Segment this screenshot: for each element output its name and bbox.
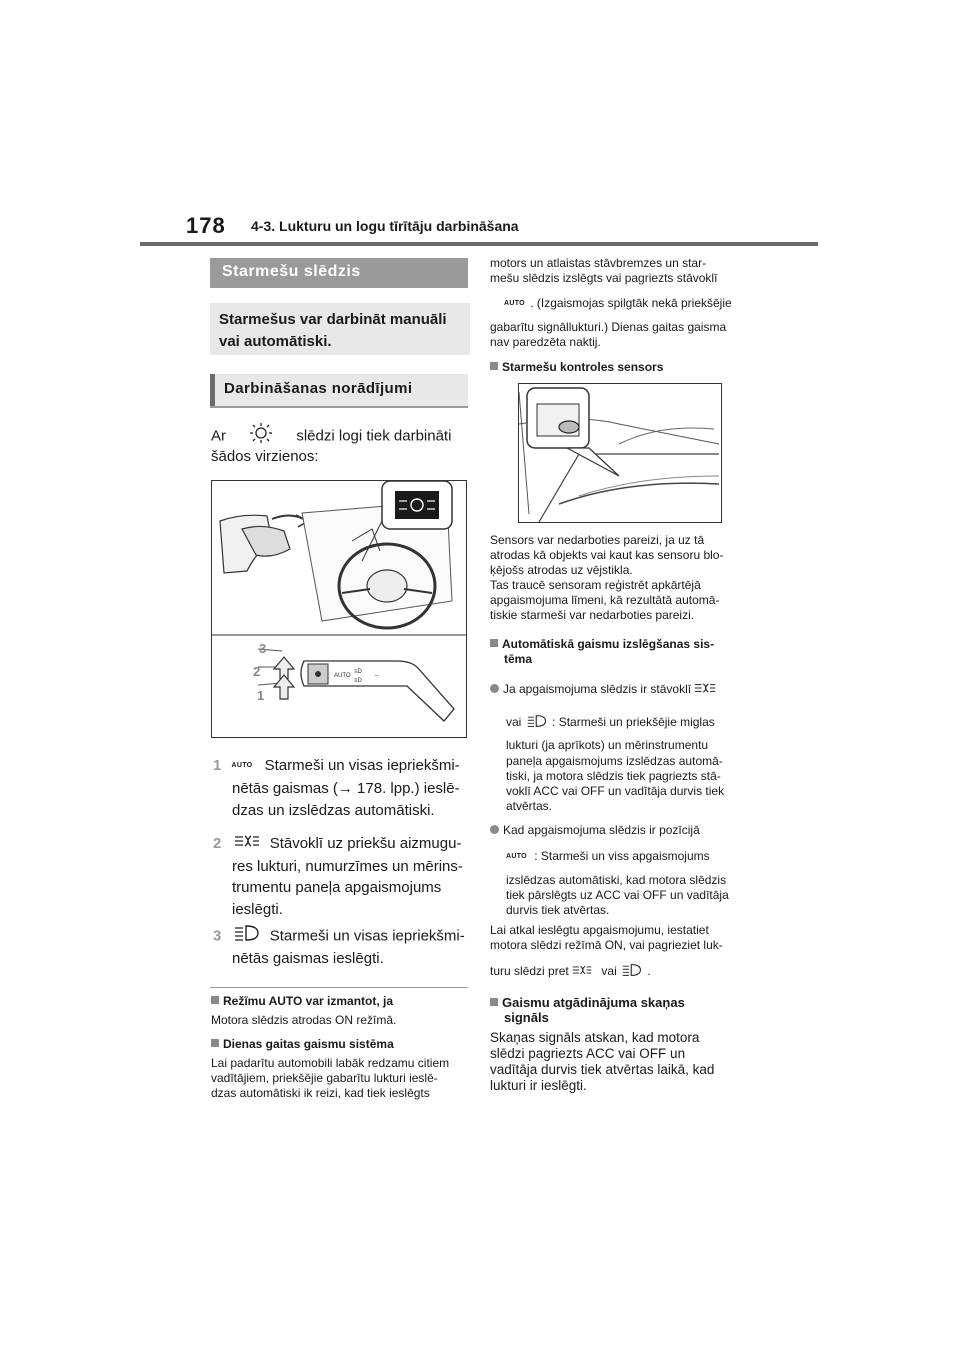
square-bullet-icon <box>490 639 498 647</box>
p1-line5: nav paredzēta naktij. <box>490 335 601 349</box>
note2-line1: Lai padarītu automobili labāk redzamu citiem <box>211 1056 450 1070</box>
svg-text:≡D: ≡D <box>354 678 362 684</box>
op-text-line2: šādos virzienos: <box>211 448 319 465</box>
sensor-line4: Tas traucē sensoram reģistrēt apkārtējā <box>490 578 701 592</box>
relight-line1: Lai atkal ieslēgtu apgaismojumu, iestatiet <box>490 923 709 937</box>
headlight-icon <box>527 714 547 732</box>
notes-divider <box>210 987 468 988</box>
auto-off-title-line1: Automātiskā gaismu izslēgšanas sis- <box>490 637 714 651</box>
reminder-line1: Skaņas signāls atskan, kad motora <box>490 1030 700 1045</box>
sensor-figure <box>518 383 722 523</box>
bullet2-line2: AUTO : Starmeši un viss apgaismojums <box>506 849 710 863</box>
position-light-icon <box>694 682 716 698</box>
round-bullet-icon <box>490 825 499 834</box>
round-bullet-icon <box>490 684 499 693</box>
operation-title-bar <box>210 374 468 406</box>
headlight-icon <box>622 963 642 981</box>
note1-text: Motora slēdzis atrodas ON režīmā. <box>211 1013 397 1027</box>
bullet1-line6: voklī ACC vai OFF un vadītāja durvis tiek <box>506 784 725 798</box>
item-1-line3: dzas un izslēdzas automātiski. <box>232 802 435 819</box>
intro-box <box>210 303 470 355</box>
bullet2-line4: tiek pārslēgts uz ACC vai OFF un vadītāja <box>506 888 729 902</box>
sensor-line3: ķējošs atrodas uz vējstikla. <box>490 563 633 577</box>
headlight-switch-figure <box>211 480 467 738</box>
relight-line2: motora slēdzi režīmā ON, vai pagrieziet luk- <box>490 938 723 952</box>
bullet1-line3: lukturi (ja aprīkots) un mērinstrumentu <box>506 738 709 752</box>
item-1-line1: 1 AUTO Starmeši un visas iepriekšmi- <box>213 755 460 777</box>
p1-line2: mešu slēdzis izslēgts vai pagriezts stāvoklī <box>490 271 718 285</box>
auto-icon: AUTO <box>231 762 253 770</box>
figure-label-2: 2 <box>253 664 261 679</box>
bullet2-line3: izslēdzas automātiski, kad motora slēdzis <box>506 873 727 887</box>
relight-line3: turu slēdzi pret vai . <box>490 963 651 981</box>
section-title: Starmešu slēdzis <box>222 263 361 280</box>
item-1-line2: nētās gaismas (→ 178. lpp.) ieslē- <box>232 780 460 797</box>
p1-line1: motors un atlaistas stāvbremzes un star- <box>490 256 707 270</box>
reminder-title-line2: signāls <box>504 1010 549 1025</box>
sensor-title: Starmešu kontroles sensors <box>490 360 663 374</box>
reminder-line3: vadītāja durvis tiek atvērtas laikā, kad <box>490 1062 715 1077</box>
p1-line4: gabarītu signāllukturi.) Dienas gaitas gaisma <box>490 320 727 334</box>
note2-title: Dienas gaitas gaismu sistēma <box>211 1037 394 1051</box>
p1-line3: AUTO . (Izgaismojas spilgtāk nekā priekšējie <box>504 296 732 310</box>
svg-text:AUTO: AUTO <box>334 673 351 679</box>
sensor-line1: Sensors var nedarboties pareizi, ja uz tā <box>490 533 705 547</box>
item-2-line2: res lukturi, numurzīmes un mērins- <box>232 858 463 875</box>
item-2-line4: ieslēgti. <box>232 901 283 918</box>
square-bullet-icon <box>211 1039 219 1047</box>
bullet2-line1: Kad apgaismojuma slēdzis ir pozīcijā <box>490 823 700 838</box>
note2-line3: dzas automātiski ik reizi, kad tiek ieslēgts <box>211 1086 430 1100</box>
bullet1-line7: atvērtas. <box>506 799 553 813</box>
figure-label-3: 3 <box>259 641 267 656</box>
bullet1-line1: Ja apgaismojuma slēdzis ir stāvoklī <box>490 682 716 698</box>
op-text-line1: Ar slēdzi logi tiek darbināti <box>211 422 451 451</box>
header-rule <box>140 242 818 246</box>
bullet1-line5: tiski, ja motora slēdzis tiek pagriezts stā- <box>506 769 721 783</box>
sensor-line2: atrodas kā objekts vai kaut kas sensoru blo- <box>490 548 724 562</box>
auto-off-title-line2: tēma <box>504 652 533 666</box>
sensor-line6: tiskie starmeši var nedarboties pareizi. <box>490 608 695 622</box>
item-2-line3: trumentu paneļa apgaismojums <box>232 879 442 896</box>
sensor-line5: apgaismojuma līmeni, kā rezultātā automā- <box>490 593 720 607</box>
square-bullet-icon <box>490 998 498 1006</box>
operation-title-rule <box>210 406 468 408</box>
item-3-line1: 3 Starmeši un visas iepriekšmi- <box>213 925 465 948</box>
bullet1-line4: paneļa apgaismojums izslēdzas automā- <box>506 754 723 768</box>
figure-label-1: 1 <box>257 688 265 703</box>
operation-title: Darbināšanas norādījumi <box>224 380 413 397</box>
svg-text:≡D: ≡D <box>354 669 362 675</box>
note1-title: Režīmu AUTO var izmantot, ja <box>211 994 393 1008</box>
position-light-icon <box>234 833 260 855</box>
item-2-line1: 2 Stāvoklī uz priekšu aizmugu- <box>213 833 461 855</box>
bullet2-line5: durvis tiek atvērtas. <box>506 903 610 917</box>
note2-line2: vadītājiem, priekšējie gabarītu lukturi ieslē- <box>211 1071 438 1085</box>
intro-text: Starmešus var darbināt manuāli vai automātiski. <box>219 311 447 350</box>
auto-icon: AUTO <box>504 300 525 308</box>
svg-text:⇔: ⇔ <box>374 673 380 679</box>
item-3-line2: nētās gaismas ieslēgti. <box>232 950 384 967</box>
auto-icon: AUTO <box>506 853 527 861</box>
section-title-bar <box>210 258 468 288</box>
bullet1-line2: vai : Starmeši un priekšējie miglas <box>506 714 715 732</box>
reminder-line2: slēdzi pagriezts ACC vai OFF un <box>490 1046 686 1061</box>
headlight-icon <box>234 925 260 948</box>
reminder-line4: lukturi ir ieslēgti. <box>490 1078 587 1093</box>
square-bullet-icon <box>211 996 219 1004</box>
position-light-icon <box>572 964 592 980</box>
reminder-title-line1: Gaismu atgādinājuma skaņas <box>490 995 685 1010</box>
chapter-title: 4-3. Lukturu un logu tīrītāju darbināšana <box>251 218 519 234</box>
page-number: 178 <box>186 213 226 238</box>
square-bullet-icon <box>490 362 498 370</box>
